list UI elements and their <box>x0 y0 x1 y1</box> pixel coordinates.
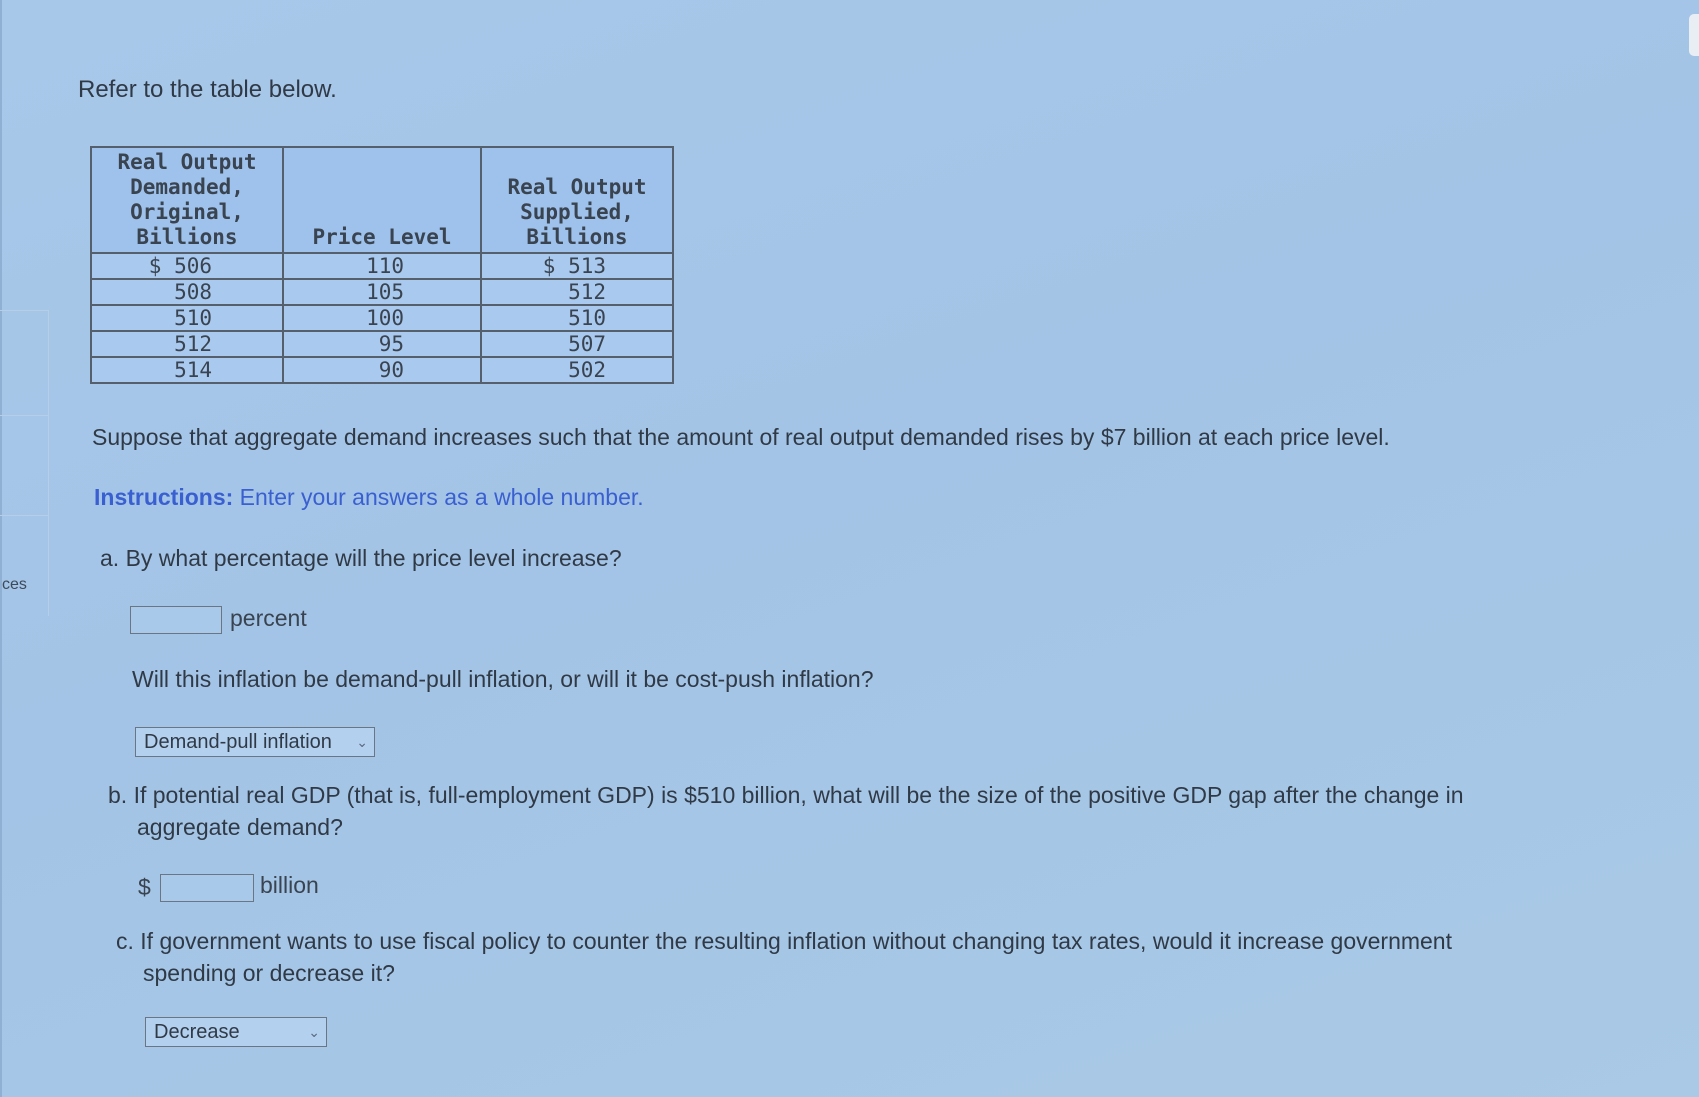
sidebar-panel[interactable] <box>0 515 49 616</box>
cell-supplied: 510 <box>481 305 673 331</box>
instructions-text: Enter your answers as a whole number. <box>233 484 644 510</box>
cell-supplied: 512 <box>481 279 673 305</box>
sidebar-item-label[interactable]: ces <box>2 576 27 593</box>
sidebar-panel <box>0 310 49 416</box>
part-c-prompt-line2: spending or decrease it? <box>143 960 395 986</box>
part-b-prompt-line1: b. If potential real GDP (that is, full-employment GDP) is $510 billion, what will be the size of the positive GDP gap after the change in <box>108 782 1464 808</box>
currency-symbol: $ <box>138 874 151 900</box>
cell-demanded: 514 <box>91 357 283 383</box>
data-table <box>90 146 674 384</box>
header-real-output-supplied: Real Output Supplied, Billions <box>481 147 673 253</box>
cell-price-level: 110 <box>283 253 481 279</box>
cell-demanded: $ 506 <box>91 253 283 279</box>
instructions-label: Instructions: <box>94 484 234 510</box>
percent-input[interactable] <box>130 606 222 634</box>
cell-demanded: 508 <box>91 279 283 305</box>
instructions <box>94 484 644 511</box>
gdp-gap-input[interactable] <box>160 874 254 902</box>
cell-demanded: 512 <box>91 331 283 357</box>
cell-price-level: 105 <box>283 279 481 305</box>
chevron-down-icon: ⌄ <box>356 734 368 750</box>
table-header-row <box>91 147 673 253</box>
sidebar-panel <box>0 415 49 516</box>
fiscal-policy-selected: Decrease <box>154 1021 240 1043</box>
header-price-level: Price Level <box>283 147 481 253</box>
table-row <box>91 253 673 279</box>
cell-supplied: 502 <box>481 357 673 383</box>
cell-demanded: 510 <box>91 305 283 331</box>
fiscal-policy-select[interactable] <box>145 1017 327 1047</box>
table-row <box>91 357 673 383</box>
inflation-type-selected: Demand-pull inflation <box>144 731 332 753</box>
part-a-prompt: a. By what percentage will the price level increase? <box>100 545 622 571</box>
cell-price-level: 100 <box>283 305 481 331</box>
chevron-down-icon: ⌄ <box>308 1024 320 1040</box>
table-row <box>91 305 673 331</box>
table-row <box>91 331 673 357</box>
cell-supplied: $ 513 <box>481 253 673 279</box>
percent-unit: percent <box>230 605 307 631</box>
scenario-text: Suppose that aggregate demand increases such that the amount of real output demanded rises by $7 billion at each price level. <box>92 424 1390 450</box>
part-b-prompt-line2: aggregate demand? <box>137 814 343 840</box>
question-intro: Refer to the table below. <box>78 76 337 103</box>
cell-price-level: 95 <box>283 331 481 357</box>
scrollbar-handle[interactable] <box>1689 14 1699 56</box>
inflation-type-select[interactable] <box>135 727 375 757</box>
header-real-output-demanded: Real Output Demanded, Original, Billions <box>91 147 283 253</box>
inflation-type-prompt: Will this inflation be demand-pull inflation, or will it be cost-push inflation? <box>132 666 874 692</box>
part-c-prompt-line1: c. If government wants to use fiscal policy to counter the resulting inflation without changing tax rates, would it increase government <box>116 928 1452 954</box>
billion-unit: billion <box>260 872 319 898</box>
table-row <box>91 279 673 305</box>
cell-price-level: 90 <box>283 357 481 383</box>
cell-supplied: 507 <box>481 331 673 357</box>
